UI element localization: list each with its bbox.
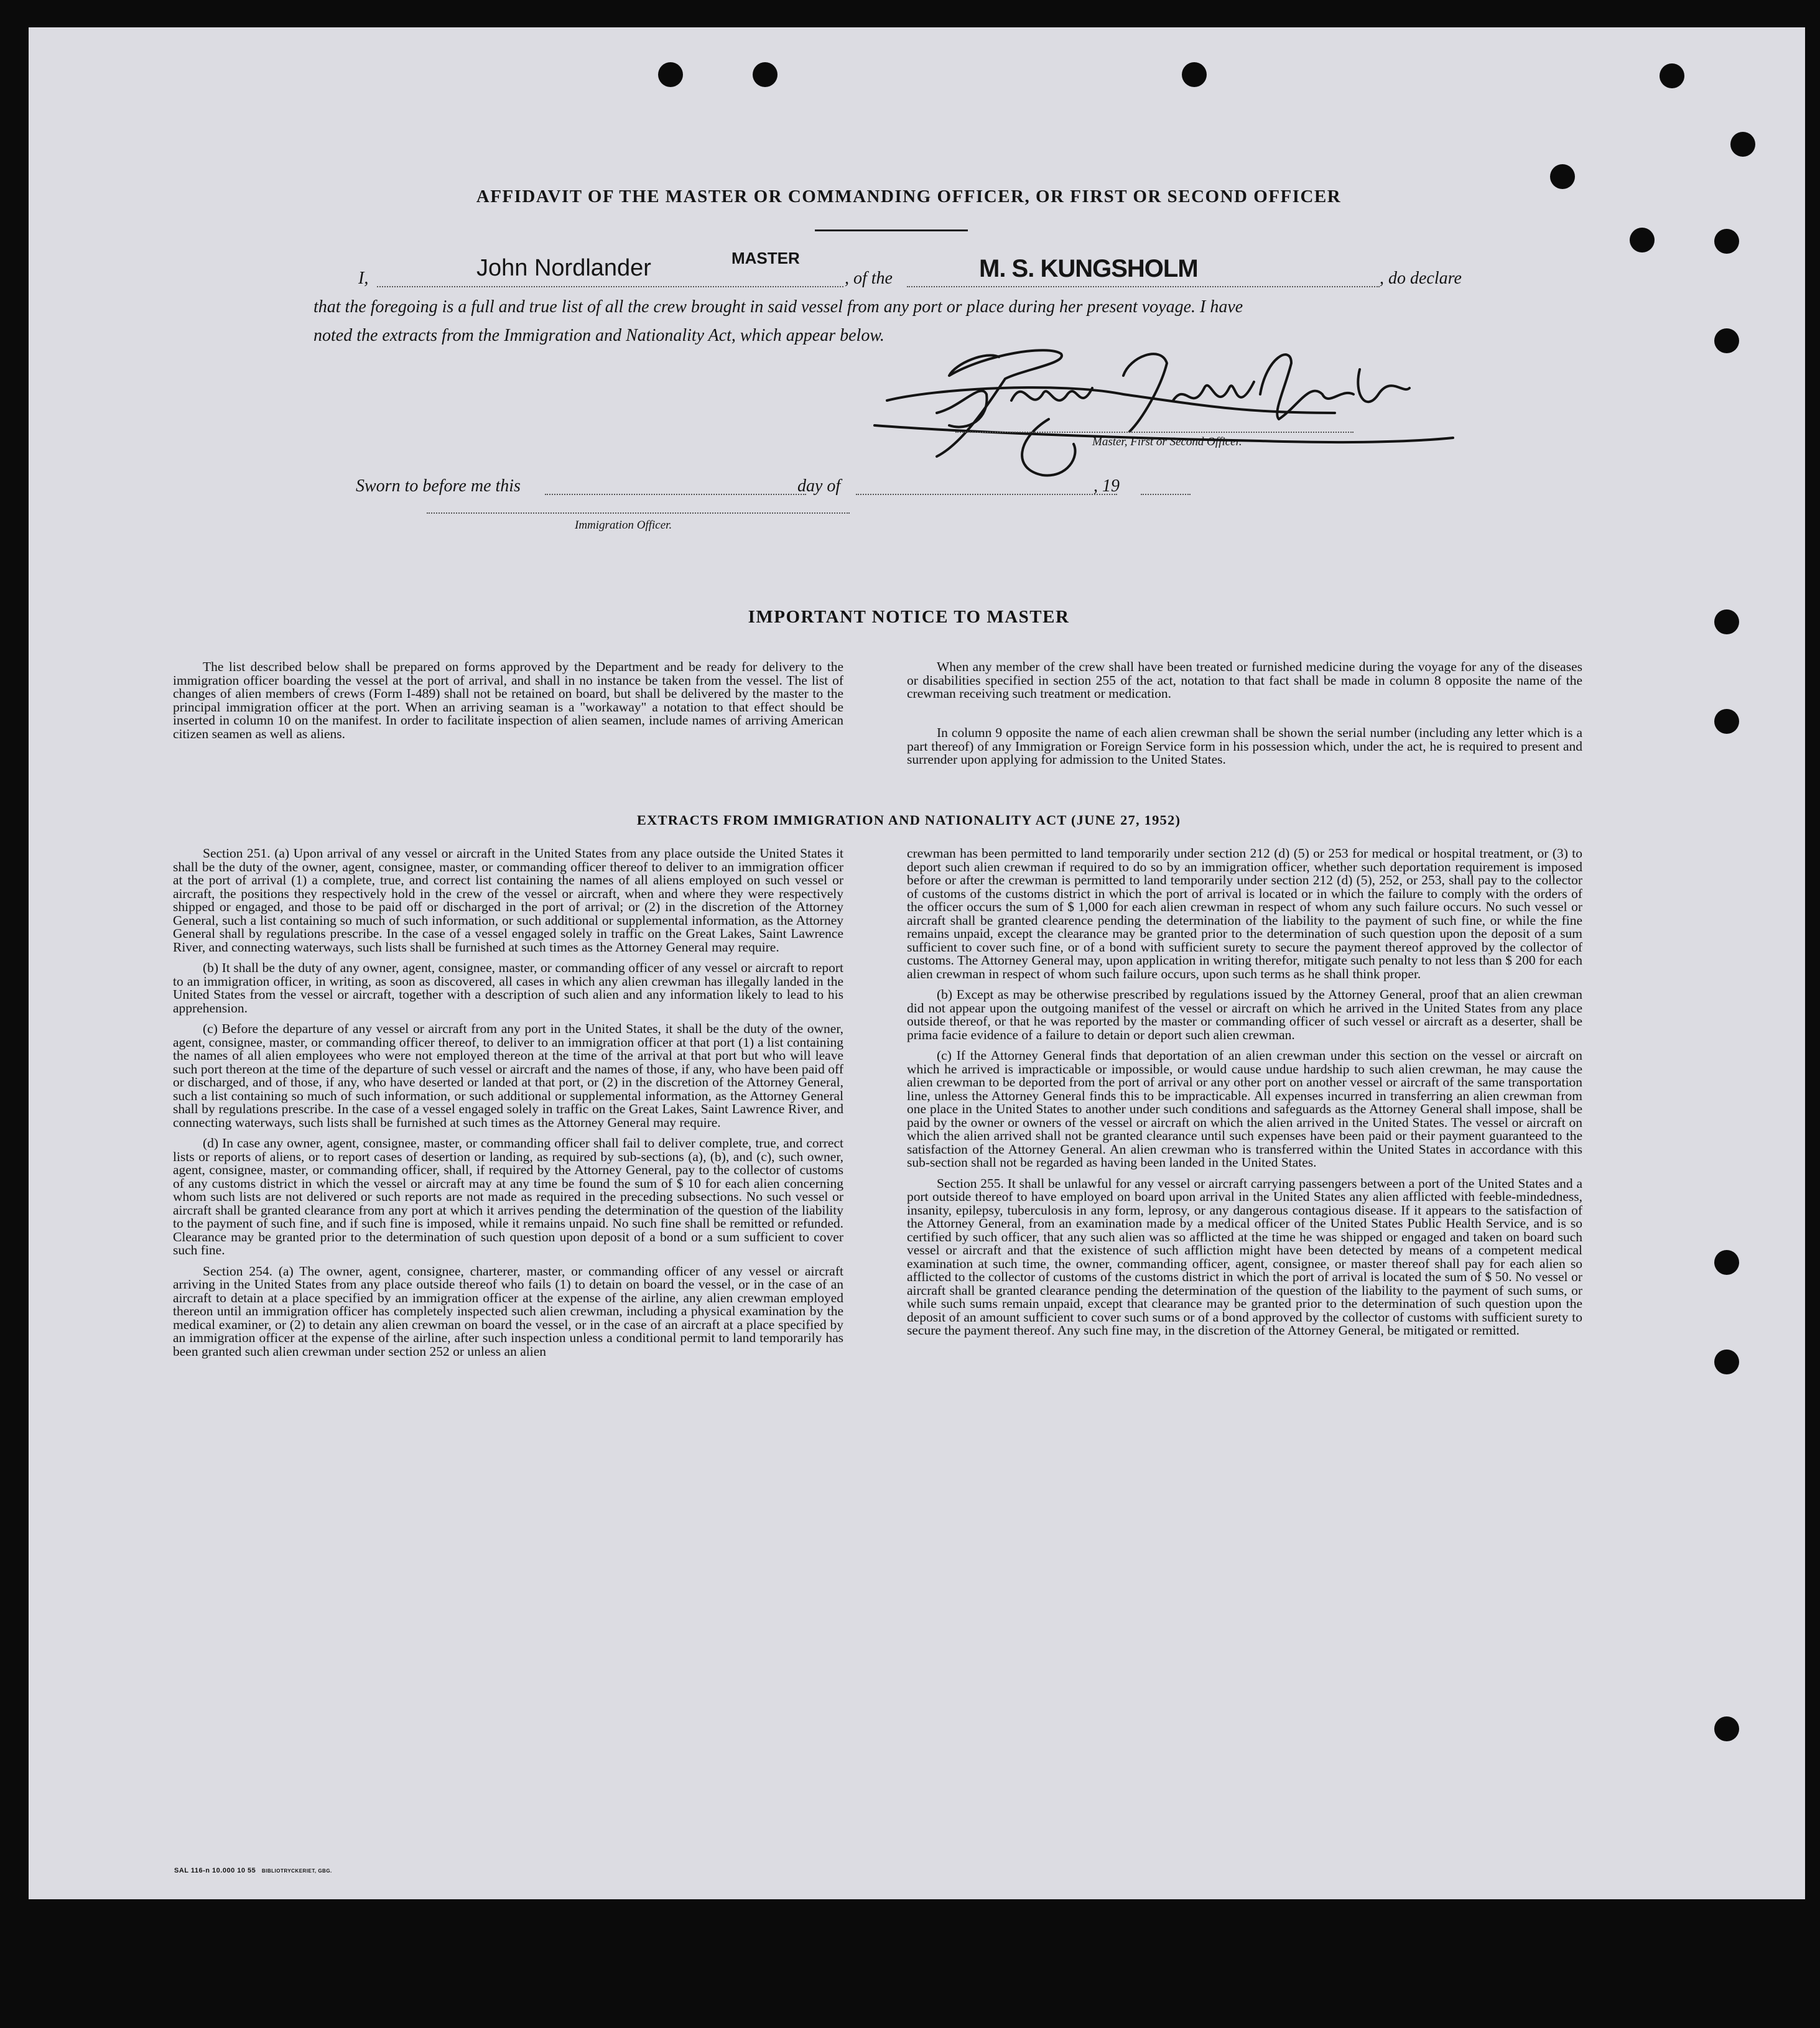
affidavit-title: AFFIDAVIT OF THE MASTER OR COMMANDING OFFICER, OR FIRST OR SECOND OFFICER — [476, 187, 1342, 206]
do-declare-label: , do declare — [1380, 269, 1462, 288]
punch-hole — [1182, 62, 1207, 87]
notice-left-paragraph: The list described below shall be prepared on forms approved by the Department and be ready for delivery to the immigration officer boarding the vessel at the port of arrival, and shall in no instance be taken from the vessel. The list of changes of alien members of crews (Form I-489) shall not be retained on board, but shall be delivered by the master to the principal immigration officer at the port. When an arriving seaman is a "workaway" a notation to that effect should be inserted in column 10 on the manifest. In order to facilitate inspection of alien seamen, include names of arriving American citizen seamen as well as aliens. — [173, 659, 843, 741]
sworn-day-line — [545, 494, 806, 495]
punch-hole — [1550, 164, 1575, 189]
sworn-year-line — [1141, 494, 1191, 495]
punch-hole — [1630, 228, 1655, 252]
form-number: SAL 116-n 10.000 10 55 — [174, 1867, 256, 1874]
section-254a: Section 254. (a) The owner, agent, consignee, charterer, master, or commanding officer of any vessel or aircraft arriving in the United States from any place outside thereof who fails (1) to detain on board the vessel, or in the case of an aircraft to detain at a place specified by an immigration officer at the expense of the airline, any alien crewman employed thereon until an immigration officer has completely inspected such alien crewman, including a physical examination by the medical examiner, or (2) to detain any alien crewman on board the vessel, or in the case of an aircraft at a place specified by an immigration officer at the expense of the airline, after such inspection unless a conditional permit to land temporarily has been granted such alien crewman under section 252 or unless an alien — [173, 1263, 843, 1359]
printer-name: BIBLIOTRYCKERIET, GBG. — [261, 1868, 332, 1874]
punch-hole — [1714, 1350, 1739, 1374]
punch-hole — [1714, 328, 1739, 353]
punch-hole — [753, 62, 778, 87]
extracts-left-column — [173, 847, 843, 1358]
form-code — [174, 1867, 332, 1874]
punch-hole — [1714, 609, 1739, 634]
signature-line — [955, 432, 1353, 433]
punch-hole — [1714, 1716, 1739, 1741]
notice-right-paragraph-1: When any member of the crew shall have been treated or furnished medicine during the voyage for any of the diseases or disabilities specified in section 255 of the act, notation to that fact shall be made in column 8 opposite the name of the crewman receiving such treatment or medication. — [907, 659, 1582, 701]
of-the-label: , of the — [845, 269, 893, 288]
immigration-officer-line — [427, 512, 850, 514]
punch-hole — [1714, 709, 1739, 734]
section-254a-continued: crewman has been permitted to land temporarily under section 212 (d) (5) or 253 for medical or hospital treatment, or (3) to deport such alien crewman if required to do so by an immigration officer, whether such deportation requirement is imposed before or after the crewman is permitted to land temporarily under section 212 (d) (5), 252, or 253, shall pay to the collector of customs of the customs district in which the port of arrival is located or in which the failure to comply with the orders of the officer occurs the sum of $ 1,000 for each alien crewman in respect of whom any such failure occurs. No such vessel or aircraft shall be granted clearence pending the determination of the liability to the payment of such fine, or while the fine remains unpaid, except the clearance may be granted prior to the determination of such question upon the deposit of a sum sufficient to cover such fine, or of a bond with sufficient surety to secure the payment thereof approved by the collector of customs. The Attorney General may, upon application in writing therefor, mitigate such penalty to not less than $ 200 for each alien crewman in respect of whom such failure occurs, upon such terms as he shall think proper. — [907, 846, 1582, 981]
section-254c: (c) If the Attorney General finds that deportation of an alien crewman under this section on the vessel or aircraft on which he arrived is impracticable or impossible, or would cause undue hardship to such alien crewman, he may cause the alien crewman to be deported from the port of arrival or any other port on another vessel or aircraft of the same transportation line, unless the Attorney General finds this to be impracticable. All expenses incurred in transferring an alien crewman from one place in the United States to another under such conditions and safeguards as the Attorney General shall impose, shall be paid by the owner or owners of the vessel or aircraft on which the alien arrived in the United States. The vessel or aircraft on which the alien arrived shall not be granted clearance until such expenses have been paid or their payment guaranteed to the satisfaction of the Attorney General. An alien crewman who is transferred within the United States in accordance with this sub-section shall not be regarded as having been landed in the United States. — [907, 1048, 1582, 1170]
section-251c: (c) Before the departure of any vessel or aircraft from any port in the United States, it shall be the duty of the owner, agent, consignee, master, or commanding officer thereof, to deliver to an immigration officer at that port (1) a list containing the names of all alien employees who were not employed thereon at the time of the arrival at that port but who will leave such port thereon at the time of the departure of such vessel or aircraft and the names of those, if any, who have been paid off or discharged, and of those, if any, who have deserted or landed at that port, or (2) in the discretion of the Attorney General, such a list containing so much of such information, or such additional or supplemental information, as the Attorney General shall by regulations prescribe. In the case of a vessel engaged solely in traffic on the Great Lakes, Saint Lawrence River, and connecting waterways, such lists shall be furnished at such times as the Attorney General may require. — [173, 1021, 843, 1130]
immigration-officer-caption: Immigration Officer. — [575, 519, 672, 532]
punch-hole — [658, 62, 683, 87]
punch-hole — [1730, 132, 1755, 157]
section-255: Section 255. It shall be unlawful for any vessel or aircraft carrying passengers between a port of the United States and a port outside thereof to have employed on board upon arrival in the United States any alien afflicted with feeble-mindedness, insanity, epilepsy, tuberculosis in any form, leprosy, or any dangerous contagious disease. If it appears to the satisfaction of the Attorney General, from an examination made by a medical officer of the United States Public Health Service, and is so certified by such officer, that any such alien was so afflicted at the time he was shipped or engaged and taken on board such vessel or aircraft and that the existence of such affliction might have been detected by means of a competent medical examination at such time, the owner, commanding officer, agent, consignee, or master thereof shall pay for each alien so afflicted to the collector of customs of the customs district in which the port of arrival is located the sum of $ 50. No vessel or aircraft shall be granted clearance pending the determination of the question of the liability to the payment of such sums, or while such sums remain unpaid, except that clearance may be granted prior to the determination of such question upon the deposit of an amount sufficient to cover such sums or of a bond approved by the collector of customs with sufficient surety to secure the payment thereof. Any such fine may, in the discretion of the Attorney General, be mitigated or remitted. — [907, 1175, 1582, 1338]
section-251a: Section 251. (a) Upon arrival of any vessel or aircraft in the United States from any place outside the United States it shall be the duty of the owner, agent, consignee, master, or commanding officer thereof to deliver to an immigration officer at the port of arrival (1) a complete, true, and correct list containing the names of all aliens employed on such vessel or aircraft, the positions they respectively hold in the crew of the vessel or aircraft, when and where they were respectively shipped or engaged, and those to be paid off or discharged in the port of arrival; or (2) in the discretion of the Attorney General, such a list containing so much of such information, or such additional or supplemental information, as the Attorney General shall by regulations prescribe. In the case of a vessel engaged solely in traffic on the Great Lakes, Saint Lawrence River, and connecting waterways, such lists shall be furnished at such times as the Attorney General may require. — [173, 846, 843, 955]
section-251b: (b) It shall be the duty of any owner, agent, consignee, master, or commanding officer of any vessel or aircraft to report to an immigration officer, in writing, as soon as discovered, all cases in which any alien crewman has illegally landed in the United States from the vessel or aircraft, together with a description of such alien and any information likely to lead to his apprehension. — [173, 960, 843, 1016]
master-name: John Nordlander — [476, 255, 651, 281]
master-signature — [862, 320, 1472, 488]
punch-hole — [1714, 229, 1739, 254]
year-label: , 19 — [1093, 476, 1120, 496]
punch-hole — [1660, 63, 1684, 88]
i-label: I, — [358, 269, 369, 288]
notice-right-paragraph-2: In column 9 opposite the name of each alien crewman shall be shown the serial number (including any letter which is a part thereof) of any Immigration or Foreign Service form in his possession which, under the act, he is required to present and surrender upon applying for admission to the United States. — [907, 725, 1582, 767]
affidavit-body-line-2: noted the extracts from the Immigration and Nationality Act, which appear below. — [313, 326, 884, 345]
section-254b: (b) Except as may be otherwise prescribed by regulations issued by the Attorney General, proof that an alien crewman did not appear upon the outgoing manifest of the vessel or aircraft on which he arrived in the United States from any place outside thereof, or that he was reported by the master or commanding officer of such vessel or aircraft as a deserter, shall be prima facie evidence of a failure to detain or deport such alien crewman. — [907, 987, 1582, 1042]
master-name-line — [377, 286, 843, 287]
extracts-title: EXTRACTS FROM IMMIGRATION AND NATIONALITY ACT (JUNE 27, 1952) — [636, 812, 1181, 828]
extracts-right-column — [907, 847, 1582, 1338]
rank-stamp: MASTER — [731, 249, 800, 267]
section-251d: (d) In case any owner, agent, consignee, master, or commanding officer shall fail to deliver complete, true, and correct lists or reports of aliens, or to report cases of desertion or landing, as required by sub-sections (a), (b), and (c), such owner, agent, consignee, master, or commanding officer, shall, if required by the Attorney General, pay to the collector of customs of any customs district in which the vessel or aircraft may at any time be found the sum of $ 10 for each alien concerning whom such lists are not delivered or such reports are not made as required in the preceding subsections. No such vessel or aircraft shall be granted clearance from any port at which it arrives pending the determination of the question of the liability to the payment of such fine, and if such fine is imposed, while it remains unpaid. No such fine shall be remitted or refunded. Clearance may be granted prior to the determination of such question upon deposit of a bond or a sum sufficient to cover such fine. — [173, 1136, 843, 1257]
title-rule — [815, 229, 968, 231]
sworn-month-line — [856, 494, 1117, 495]
vessel-name: M. S. KUNGSHOLM — [979, 255, 1198, 282]
day-of-label: day of — [797, 476, 841, 496]
affidavit-body-line-1: that the foregoing is a full and true list of all the crew brought in said vessel from any port or place during her present voyage. I have — [313, 297, 1243, 317]
sworn-label: Sworn to before me this — [356, 476, 521, 496]
document-page — [29, 27, 1805, 1899]
notice-title: IMPORTANT NOTICE TO MASTER — [748, 607, 1070, 627]
punch-hole — [1714, 1250, 1739, 1275]
vessel-line — [907, 286, 1380, 287]
signature-caption: Master, First or Second Officer. — [1092, 435, 1242, 448]
